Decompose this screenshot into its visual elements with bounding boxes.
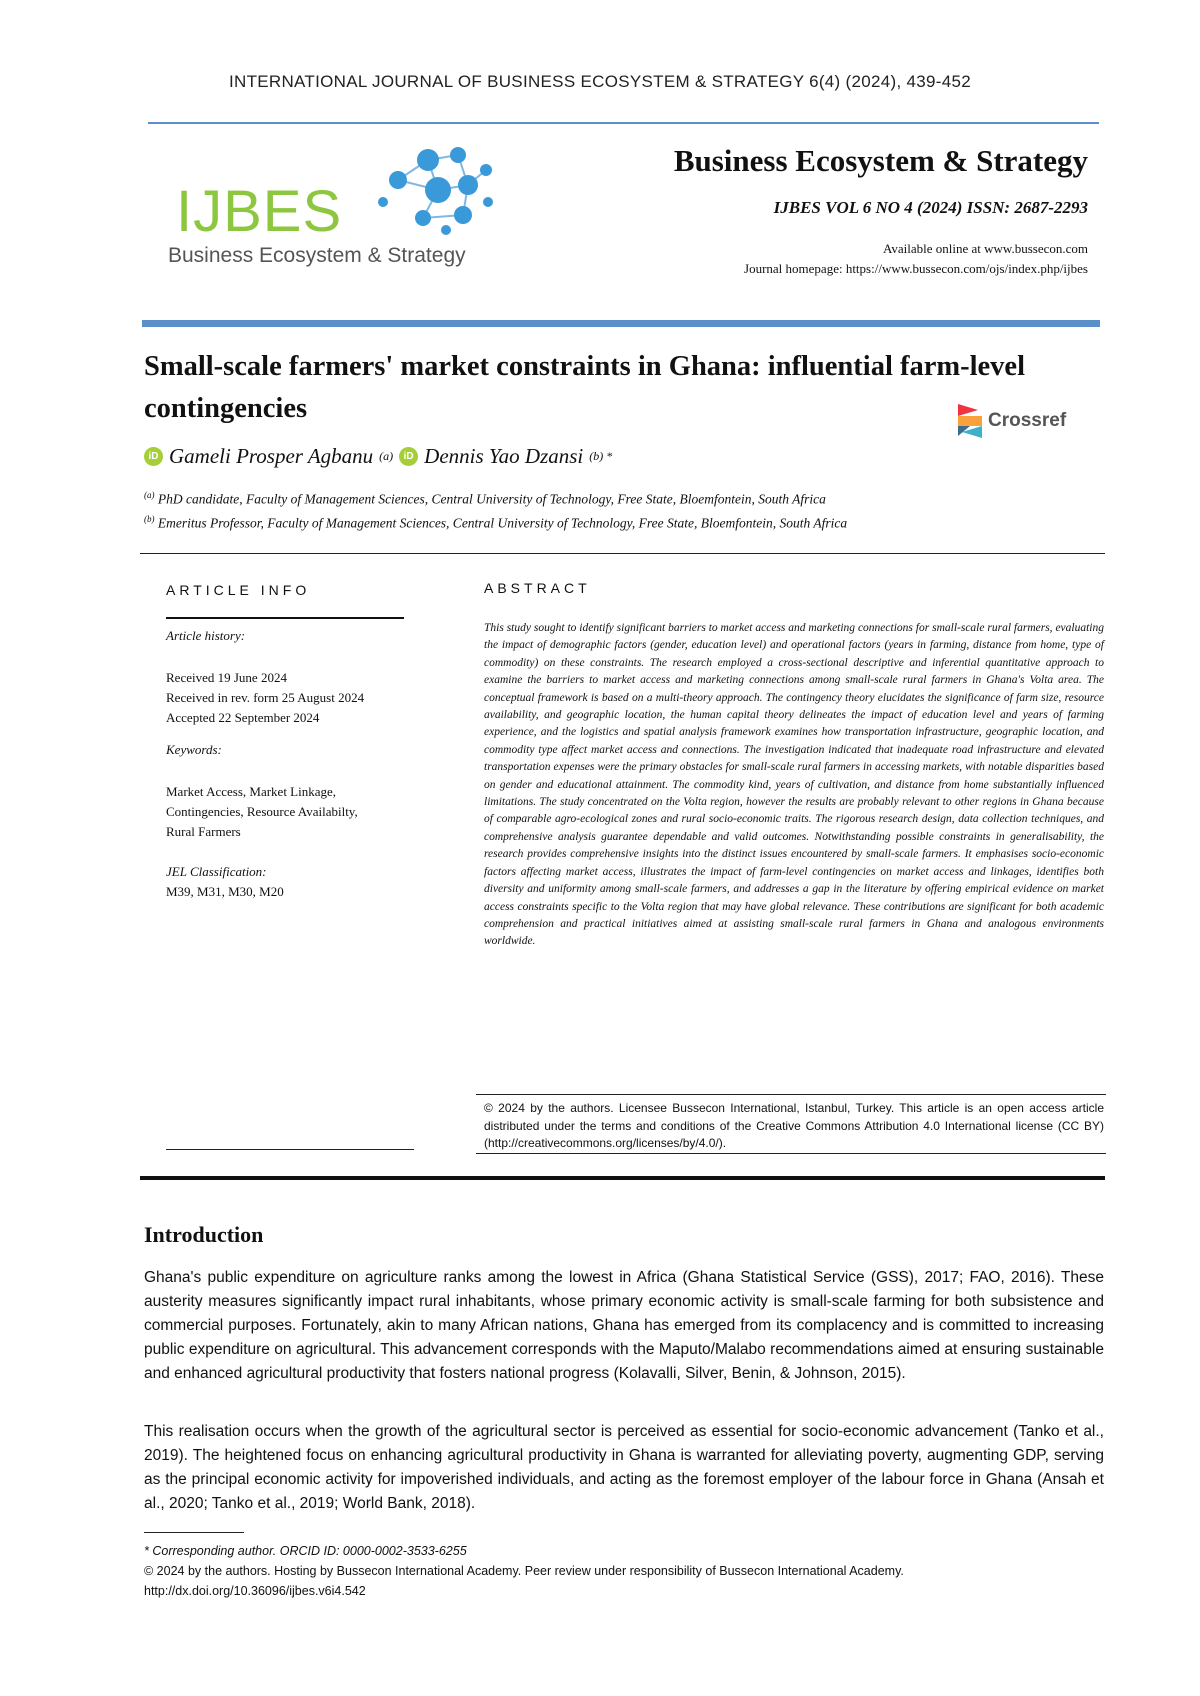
received-date: Received 19 June 2024 (166, 670, 287, 685)
affiliation (144, 490, 826, 508)
article-history-label: Article history: (166, 628, 246, 643)
available-online-link[interactable]: Available online at www.bussecon.com (882, 241, 1088, 256)
author-name: Gameli Prosper Agbanu (169, 444, 374, 468)
license-bottom-rule (476, 1153, 1106, 1154)
keywords-line: Market Access, Market Linkage, (166, 784, 337, 799)
crossref-badge[interactable] (956, 400, 1076, 440)
doi-link[interactable]: http://dx.doi.org/10.36096/ijbes.v6i4.542 (144, 1584, 366, 1598)
article-info-bottom-rule (166, 1149, 414, 1150)
journal-volume: IJBES VOL 6 NO 4 (2024) ISSN: 2687-2293 (773, 198, 1088, 217)
author-name: Dennis Yao Dzansi (424, 444, 584, 468)
title-divider (142, 320, 1100, 327)
body-paragraph: This realisation occurs when the growth of the agricultural sector is perceived as essential for socio-economic advancement (Tanko et al., 2019). The heightened focus on enhancing agricultural productivity in Ghana is warranted for alleviating poverty, augmenting GDP, serving as the principal economic activity for impoverished individuals, and acting as the foremost employer of the labour force in Ghana (Ansah et al., 2020; Tanko et al., 2019; World Bank, 2018). (144, 1423, 1104, 1512)
abstract-text: This study sought to identify significant barriers to market access and marketing connections for small-scale rural farmers, evaluating the impact of demographic factors (gender, education level) and operational factors (years in farming, distance from home, type of commodity) on these constraints. The research employed a cross-sectional descriptive and inferential quantitative approach to examine the barriers to market access and marketing connections among small-scale rural farmers in Ghana's Volta area. The conceptual framework is based on a multi-theory approach. The contingency theory elucidates the significance of farm size, resource availability, and geographic location, the human capital theory delineates the impact of education level and years of farming experience, and the logistics and spatial analysis framework examines how transportation infrastructure, geographic location, and commodity type affect market access and connections. The investigation indicated that inadequate road infrastructure and elevated transportation expenses were the primary obstacles for small-scale rural farmers in accessing markets, with notable disparities based on gender and educational attainment. The commodity kind, years of cultivation, and distance from home substantially influenced limitations. The study concentrated on the Volta region, however the results are probably relevant to other regions in Ghana because of comparable agro-ecological zones and rural socio-economic traits. The rigorous research design, data collection techniques, and comprehensive analysis guarantee dependable and valid outcomes. Notwithstanding possible constraints in generalisability, the research provides comprehensive insights into the distinct issues encountered by small-scale farmers. It emphasises socio-economic factors affecting market access, illustrates the impact of farm-level contingencies on market access and linkages, identifies both diversity and uniformity among small-scale farmers, and addresses a gap in the literature by offering empirical evidence on market access constraints specific to the Volta region that may have global relevance. These contributions are significant for both academic comprehension and practical initiatives aimed at assisting small-scale rural farmers in Ghana and analogous environments worldwide. (484, 622, 1104, 948)
author-list (144, 444, 612, 469)
journal-name: Business Ecosystem & Strategy (673, 143, 1088, 178)
journal-links (744, 239, 1088, 279)
jel-codes: M39, M31, M30, M20 (166, 884, 284, 899)
logo-subtitle: Business Ecosystem & Strategy (168, 244, 466, 267)
article-info-rule (166, 617, 404, 619)
journal-homepage-link[interactable]: Journal homepage: https://www.bussecon.com/ojs/index.php/ijbes (744, 261, 1088, 276)
revised-date: Received in rev. form 25 August 2024 (166, 690, 365, 705)
affiliation-text: Emeritus Professor, Faculty of Management Sciences, Central University of Technology, Free State, Bloemfontein, South Africa (157, 515, 848, 531)
section-divider (140, 553, 1105, 554)
license-top-rule (476, 1094, 1106, 1095)
header-divider (148, 122, 1099, 124)
crossref-label: Crossref (988, 410, 1067, 431)
affiliation (144, 514, 847, 532)
footnote-rule (144, 1532, 244, 1533)
keywords-line: Rural Farmers (166, 824, 241, 839)
affiliation-text: PhD candidate, Faculty of Management Sciences, Central University of Technology, Free State, Bloemfontein, South Africa (157, 491, 826, 507)
body-paragraph: Ghana's public expenditure on agriculture ranks among the lowest in Africa (Ghana Statistical Service (GSS), 2017; FAO, 2016). These austerity measures significantly impact rural inhabitants, whose primary economic activity is small-scale farming for both subsistence and commercial purposes. Fortunately, akin to many African nations, Ghana has emerged from its complacency and is committed to increasing public expenditure on agricultural. This advancement corresponds with the Maputo/Malabo recommendations aimed at ensuring sustainable and enhanced agricultural productivity that fosters national progress (Kolavalli, Silver, Benin, & Johnson, 2015). (144, 1269, 1104, 1382)
keywords-line: Contingencies, Resource Availabilty, (166, 804, 358, 819)
affiliation-mark: (a) (144, 490, 155, 500)
keywords-label: Keywords: (166, 742, 222, 757)
license-text: © 2024 by the authors. Licensee Bussecon International, Istanbul, Turkey. This article is an open access article distributed under the terms and conditions of the Creative Commons Attribution 4.0 International license (CC BY) (http://creativecommons.org/licenses/by/4.0/). (484, 1101, 1104, 1150)
journal-logo (168, 140, 518, 275)
logo-acronym: IJBES (176, 179, 343, 244)
corresponding-author-note: * Corresponding author. ORCID ID: 0000-0002-3533-6255 (144, 1544, 467, 1558)
orcid-icon[interactable]: iD (399, 447, 418, 466)
author-mark: (b) * (589, 449, 613, 463)
frontmatter-divider (140, 1176, 1105, 1180)
affiliation-mark: (b) (144, 514, 155, 524)
running-head: INTERNATIONAL JOURNAL OF BUSINESS ECOSYSTEM & STRATEGY 6(4) (2024), 439-452 (228, 72, 972, 91)
paper-title: Small-scale farmers' market constraints in Ghana: influential farm-level contingencies (144, 351, 1025, 424)
section-heading: Introduction (144, 1222, 264, 1247)
jel-label: JEL Classification: (166, 864, 267, 879)
accepted-date: Accepted 22 September 2024 (166, 710, 320, 725)
globe-network-icon (368, 140, 508, 240)
abstract-heading: ABSTRACT (484, 580, 591, 596)
orcid-icon[interactable]: iD (144, 447, 163, 466)
author-mark: (a) (379, 449, 394, 463)
article-info-heading: ARTICLE INFO (166, 582, 311, 598)
copyright-note: © 2024 by the authors. Hosting by Bussecon International Academy. Peer review under responsibility of Bussecon International Academy. (144, 1564, 904, 1578)
crossref-icon (956, 402, 984, 438)
